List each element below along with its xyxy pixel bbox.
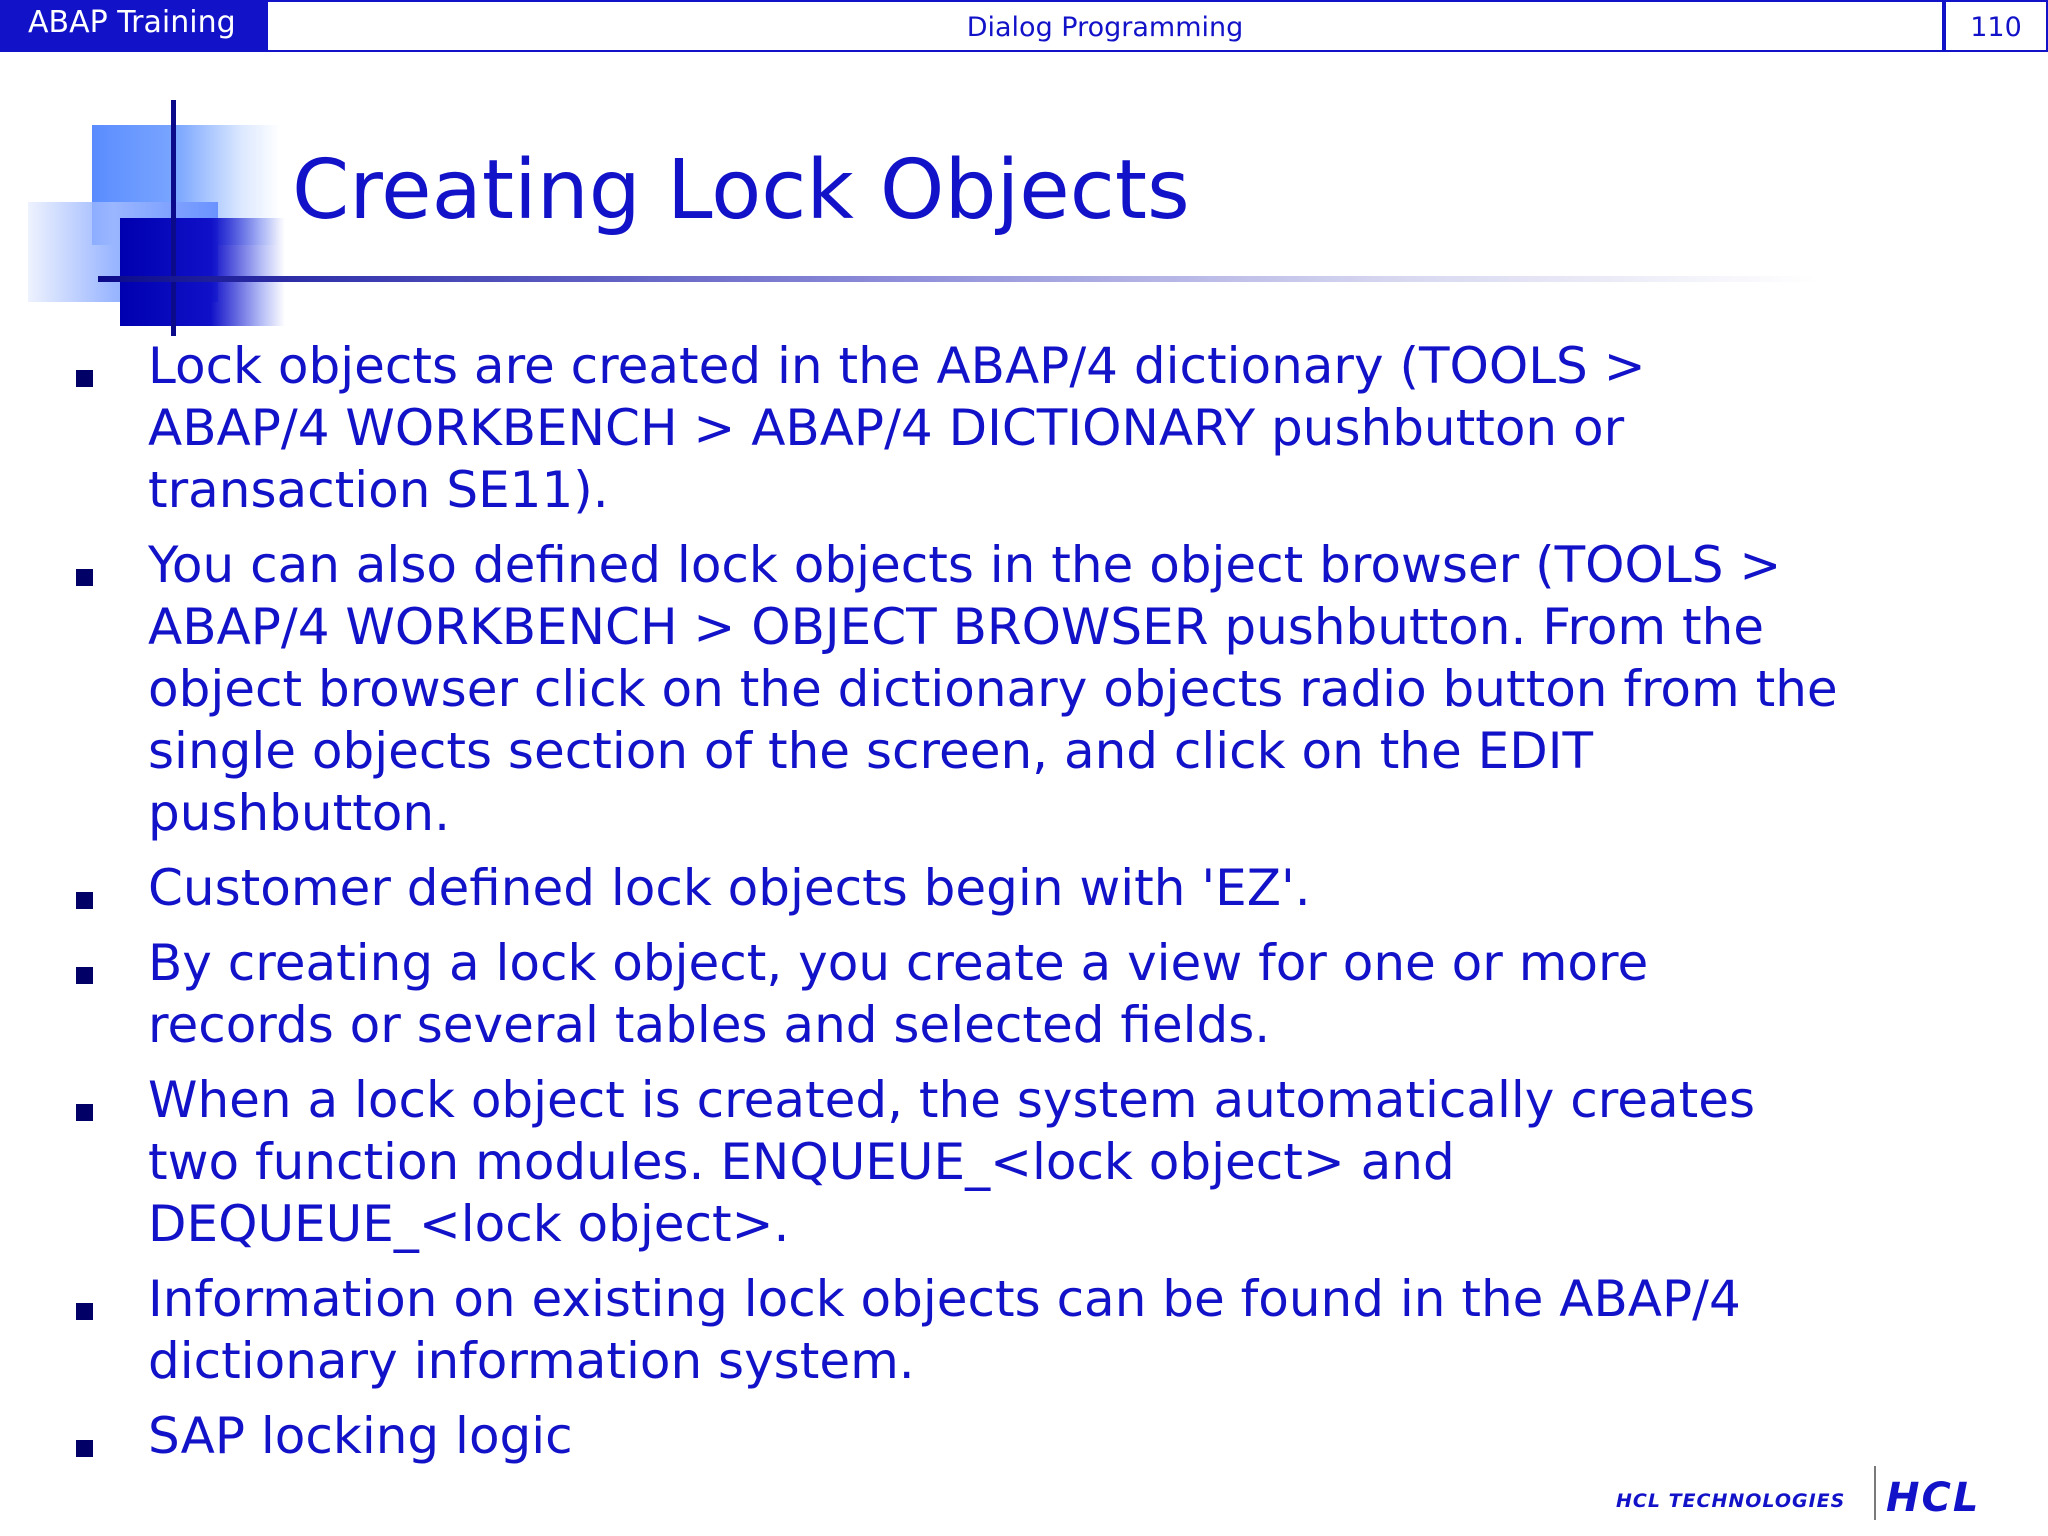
hcl-logo — [1610, 1460, 2030, 1522]
bullet-text: Customer defined lock objects begin with 'EZ'. — [148, 859, 1311, 917]
decorative-vertical-line — [171, 100, 176, 336]
list-item — [0, 932, 1840, 1056]
bullet-list — [0, 335, 2048, 1480]
bullet-square-icon — [76, 1303, 93, 1320]
bullet-square-icon — [76, 569, 93, 586]
section-label: Dialog Programming — [268, 0, 1944, 52]
list-item — [0, 534, 1840, 844]
logo-subtext: HCL TECHNOLOGIES — [1616, 1490, 1846, 1512]
list-item — [0, 857, 1840, 919]
decorative-square-dark — [120, 218, 285, 326]
bullet-square-icon — [76, 1104, 93, 1121]
list-item — [0, 335, 1840, 521]
bullet-text: Information on existing lock objects can be found in the ABAP/4 dictionary information system. — [148, 1270, 1741, 1390]
bullet-square-icon — [76, 1440, 93, 1457]
bullet-text: You can also defined lock objects in the object browser (TOOLS > ABAP/4 WORKBENCH > OBJECT BROWSER pushbutton. From the object browser click on the dictionary objects radio button from the single objects section of the screen, and click on the EDIT pushbutton. — [148, 536, 1838, 842]
bullet-text: When a lock object is created, the system automatically creates two function modules. ENQUEUE_<lock object> and DEQUEUE_<lock object>. — [148, 1071, 1756, 1253]
bullet-text: SAP locking logic — [148, 1407, 573, 1465]
bullet-text: Lock objects are created in the ABAP/4 dictionary (TOOLS > ABAP/4 WORKBENCH > ABAP/4 DICTIONARY pushbutton or transaction SE11). — [148, 337, 1646, 519]
slide-title: Creating Lock Objects — [292, 143, 1190, 238]
slide-header — [0, 0, 2048, 52]
list-item — [0, 1268, 1840, 1392]
page-number: 110 — [1944, 0, 2048, 52]
bullet-square-icon — [76, 967, 93, 984]
logo-divider — [1874, 1466, 1876, 1520]
bullet-square-icon — [76, 892, 93, 909]
logo-wordmark: HCL — [1886, 1475, 1981, 1521]
course-label: ABAP Training — [0, 0, 268, 52]
bullet-square-icon — [76, 370, 93, 387]
bullet-text: By creating a lock object, you create a view for one or more records or several tables and selected fields. — [148, 934, 1649, 1054]
list-item — [0, 1405, 1840, 1467]
title-underline — [98, 276, 1818, 282]
list-item — [0, 1069, 1840, 1255]
